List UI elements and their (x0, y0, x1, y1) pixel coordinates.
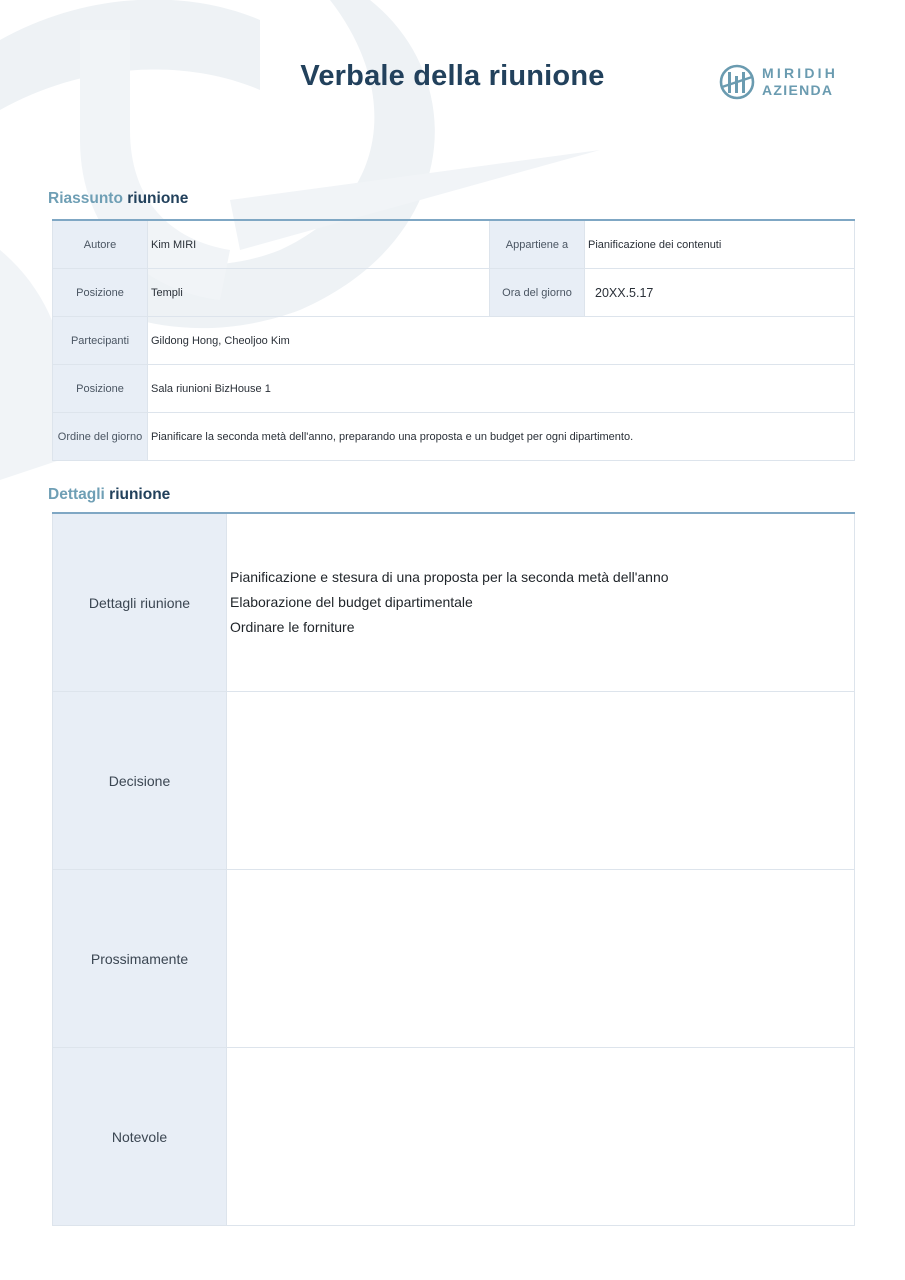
location-label: Posizione (53, 365, 148, 413)
table-row (53, 692, 855, 870)
next-steps-value[interactable] (227, 870, 855, 1048)
table-row (53, 220, 855, 269)
location-value: Sala riunioni BizHouse 1 (148, 365, 855, 413)
meeting-details-list (230, 565, 854, 640)
notes-label: Notevole (53, 1048, 227, 1226)
table-row (53, 413, 855, 461)
details-heading (48, 486, 170, 504)
page-title: Verbale della riunione (300, 60, 605, 92)
participants-value: Gildong Hong, Cheoljoo Kim (148, 317, 855, 365)
department-label: Appartiene a (490, 220, 585, 269)
position-value: Templi (148, 269, 490, 317)
summary-heading (48, 190, 188, 208)
author-value: Kim MIRI (148, 220, 490, 269)
decision-value[interactable] (227, 692, 855, 870)
list-item: Elaborazione del budget dipartimentale (230, 594, 473, 610)
date-value: 20XX.5.17 (585, 269, 855, 317)
company-logo (718, 63, 838, 101)
summary-heading-rest: riunione (127, 190, 189, 207)
table-row (53, 365, 855, 413)
details-heading-accent: Dettagli (48, 486, 105, 503)
list-item: Pianificazione e stesura di una proposta per la seconda metà dell'anno (230, 569, 669, 585)
table-row (53, 513, 855, 692)
agenda-label: Ordine del giorno (53, 413, 148, 461)
list-item: Ordinare le forniture (230, 619, 355, 635)
decision-label: Decisione (53, 692, 227, 870)
next-steps-label: Prossimamente (53, 870, 227, 1048)
meeting-details-value[interactable] (227, 513, 855, 692)
miridih-logo-icon (718, 63, 756, 101)
participants-label: Partecipanti (53, 317, 148, 365)
details-heading-rest: riunione (109, 486, 171, 503)
table-row (53, 317, 855, 365)
author-label: Autore (53, 220, 148, 269)
department-value: Pianificazione dei contenuti (585, 220, 855, 269)
details-table (52, 512, 855, 1226)
date-label: Ora del giorno (490, 269, 585, 317)
agenda-value: Pianificare la seconda metà dell'anno, preparando una proposta e un budget per ogni dipartimento. (148, 413, 855, 461)
table-row (53, 1048, 855, 1226)
table-row (53, 870, 855, 1048)
meeting-details-label: Dettagli riunione (53, 513, 227, 692)
logo-line-1: MIRIDIH (762, 65, 839, 81)
logo-line-2: AZIENDA (762, 82, 834, 98)
notes-value[interactable] (227, 1048, 855, 1226)
position-label: Posizione (53, 269, 148, 317)
table-row (53, 269, 855, 317)
summary-heading-accent: Riassunto (48, 190, 123, 207)
summary-table (52, 219, 855, 461)
